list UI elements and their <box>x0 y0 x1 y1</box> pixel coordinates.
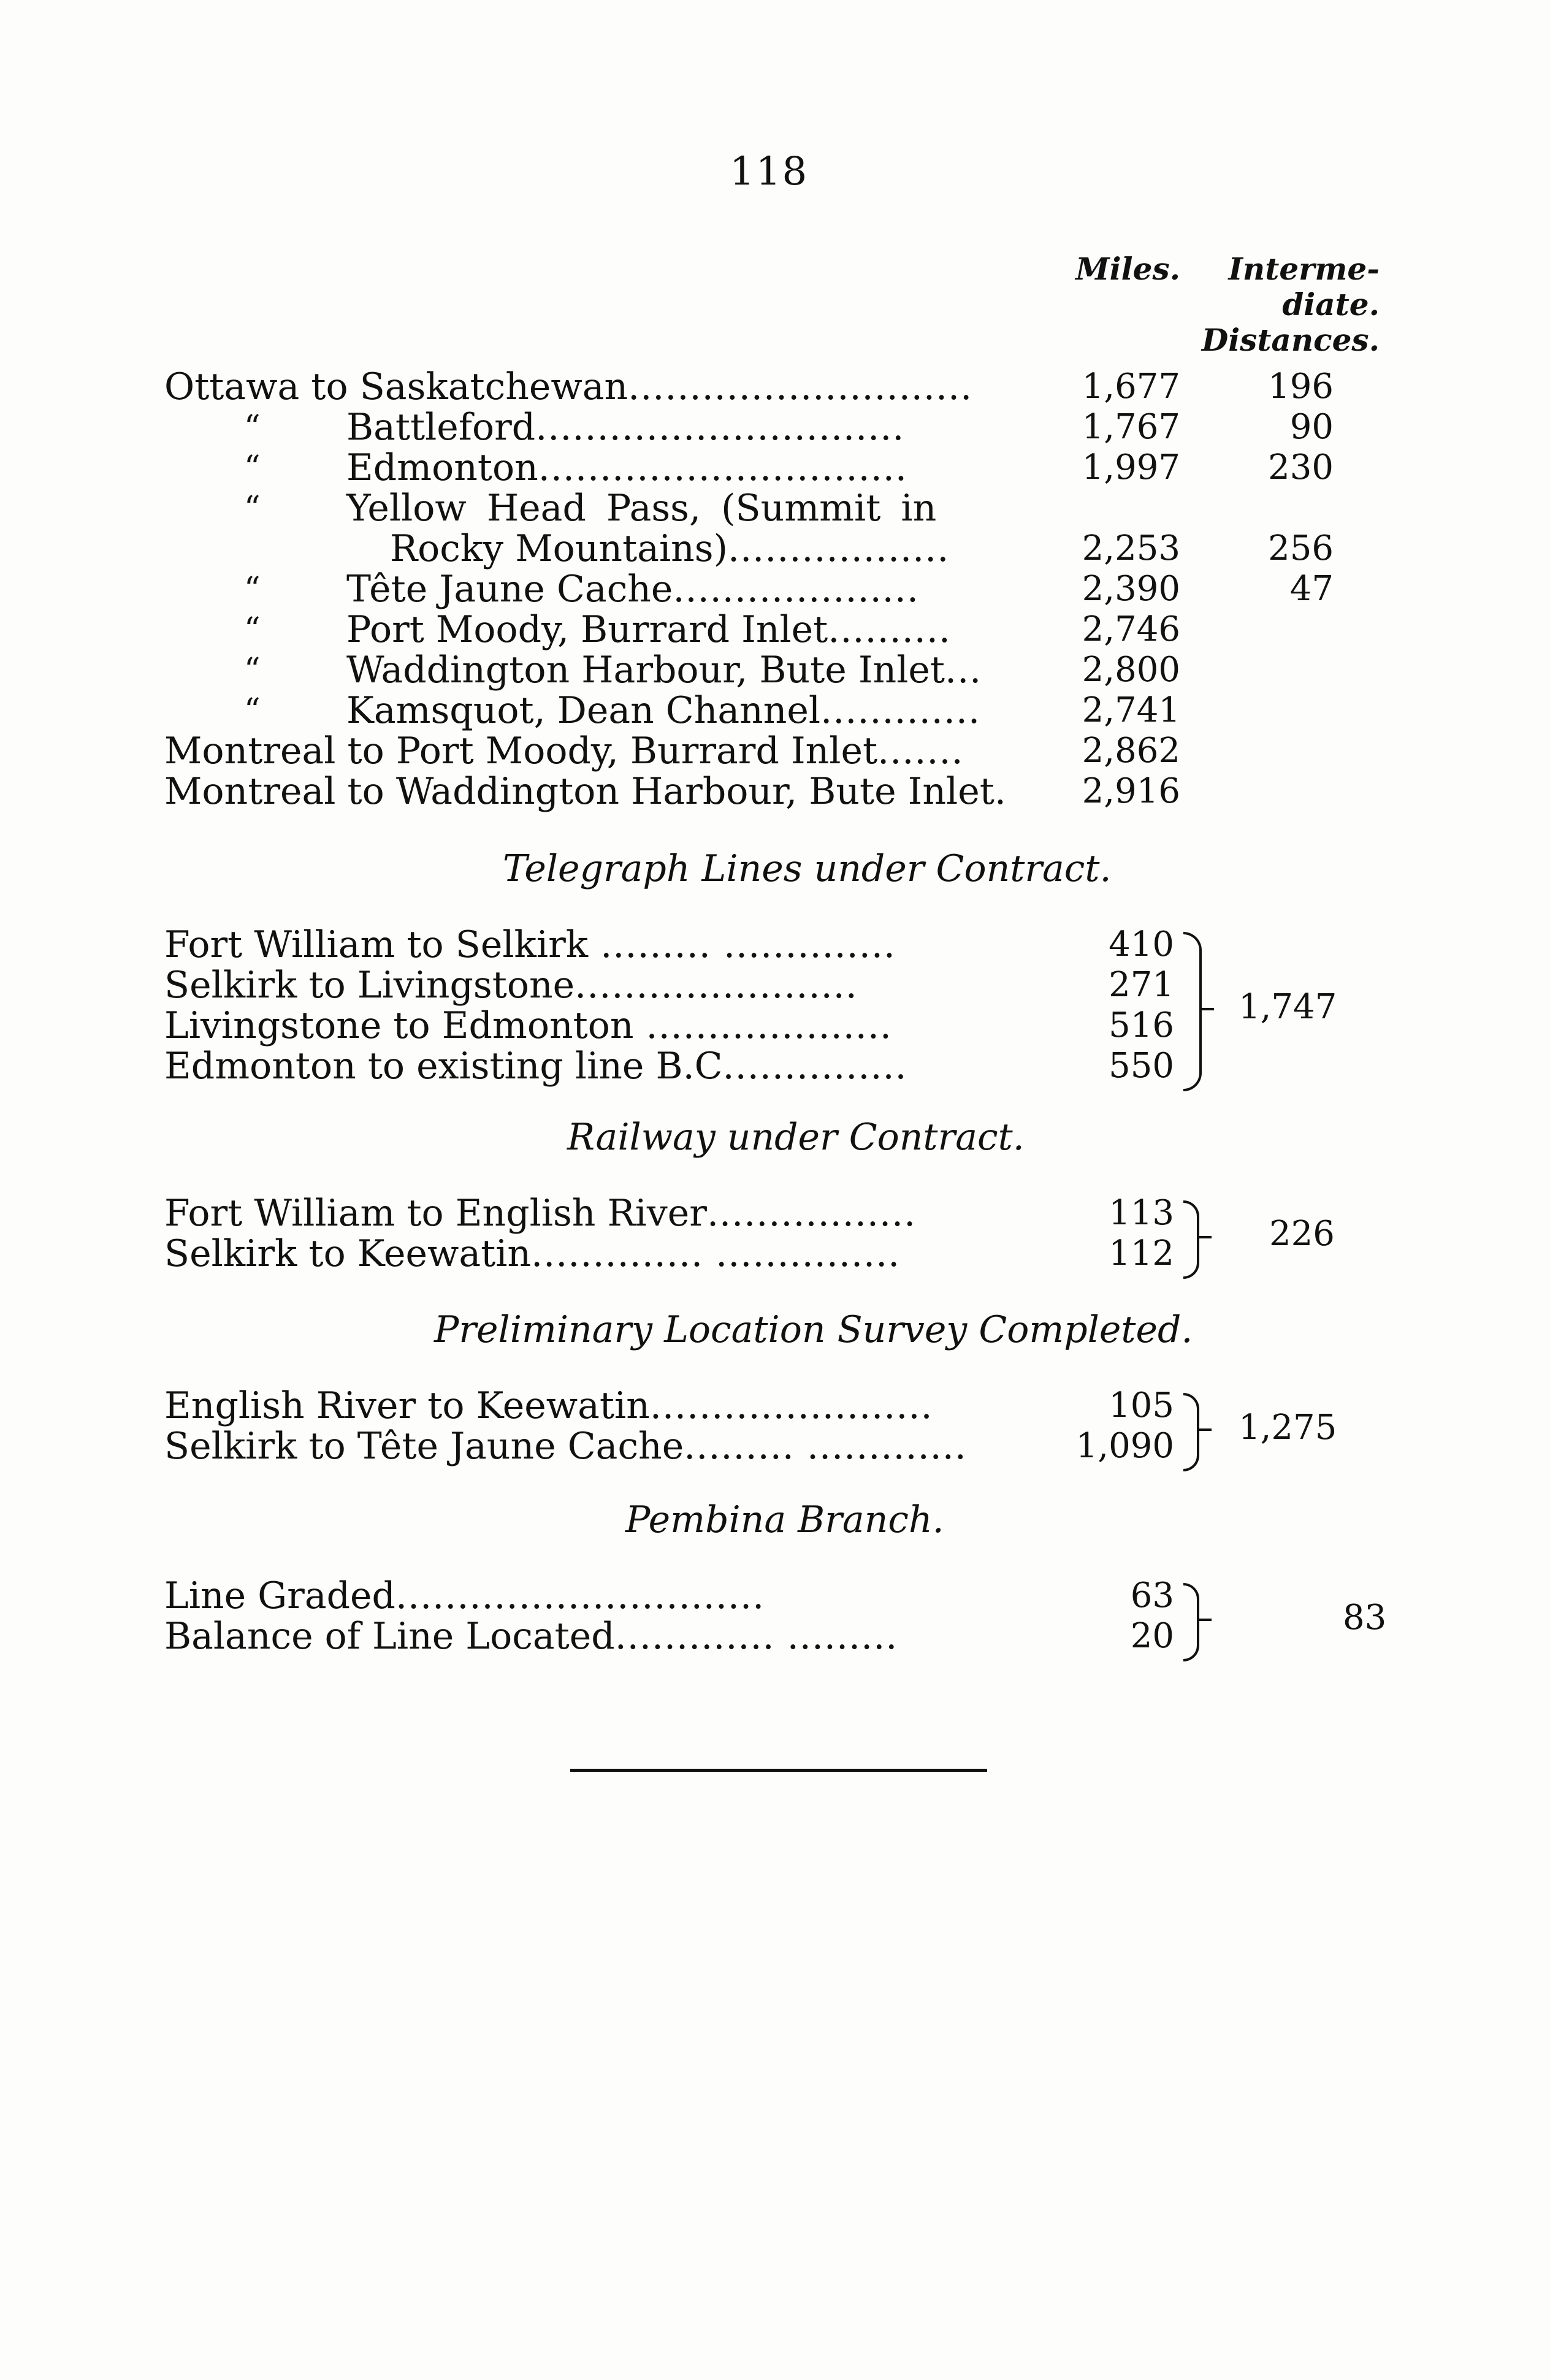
leader-dots: .......... <box>828 608 952 651</box>
leader-dots: .............................. <box>535 406 905 449</box>
telegraph-label: Livingstone to Edmonton <box>164 1004 634 1047</box>
route-miles: 1,767 <box>1082 407 1180 447</box>
leader-dots: ............. ......... <box>614 1615 898 1658</box>
route-row <box>0 650 1550 690</box>
route-label: Yellow Head Pass, (Summit in <box>346 487 937 530</box>
route-intermediate: 230 <box>1268 448 1334 487</box>
preliminary-miles: 105 <box>1109 1386 1174 1425</box>
telegraph-label: Fort William to Selkirk <box>164 923 589 966</box>
telegraph-brace <box>1183 932 1202 1091</box>
route-miles: 2,741 <box>1082 690 1180 730</box>
railway-label: Fort William to English River <box>164 1192 707 1235</box>
route-label: Tête Jaune Cache <box>346 568 673 611</box>
route-miles: 2,862 <box>1082 731 1180 771</box>
pembina-brace-tip <box>1198 1619 1212 1621</box>
pembina-row <box>0 1616 1550 1657</box>
route-miles: 1,997 <box>1082 448 1180 487</box>
ditto-mark: “ <box>244 692 261 729</box>
route-row <box>0 771 1550 812</box>
leader-dots: ......... .............. <box>588 923 896 966</box>
telegraph-miles: 271 <box>1109 965 1174 1005</box>
ditto-mark: “ <box>244 490 261 527</box>
route-label: Port Moody, Burrard Inlet <box>346 608 828 651</box>
ditto-mark: “ <box>244 449 261 486</box>
closing-rule <box>570 1769 987 1772</box>
telegraph-brace-tip <box>1201 1008 1214 1010</box>
ditto-mark: “ <box>244 611 261 648</box>
preliminary-brace <box>1183 1393 1199 1471</box>
route-intermediate: 196 <box>1268 367 1334 406</box>
preliminary-total: 1,275 <box>1239 1408 1337 1447</box>
telegraph-miles: 410 <box>1109 925 1174 964</box>
leader-dots: ............................ <box>628 365 973 408</box>
telegraph-total: 1,747 <box>1239 987 1337 1027</box>
preliminary-brace-tip <box>1198 1428 1212 1431</box>
pembina-label: Balance of Line Located <box>164 1615 615 1658</box>
railway-miles: 113 <box>1109 1193 1174 1233</box>
route-miles: 2,253 <box>1082 528 1180 568</box>
leader-dots: ....................... <box>649 1384 933 1427</box>
route-row <box>0 448 1550 488</box>
route-label: Waddington Harbour, Bute Inlet <box>346 649 945 692</box>
route-miles: 2,916 <box>1082 771 1180 811</box>
route-row <box>0 407 1550 448</box>
leader-dots: ......... ............. <box>684 1425 967 1468</box>
miles-column-header <box>1036 251 1180 287</box>
miles-header-text: Miles. <box>1075 251 1180 287</box>
route-prefix: Ottawa to <box>164 365 348 408</box>
railway-brace <box>1183 1200 1199 1279</box>
railway-section-heading: Railway under Contract. <box>567 1116 1025 1159</box>
leader-dots: ....................... <box>575 964 858 1007</box>
pembina-brace <box>1183 1583 1199 1661</box>
leader-dots: ............... <box>722 1045 907 1088</box>
leader-dots: ................. <box>706 1192 917 1235</box>
pembina-miles: 63 <box>1130 1576 1174 1615</box>
route-row <box>0 569 1550 609</box>
route-intermediate: 256 <box>1268 528 1334 568</box>
leader-dots: .............................. <box>395 1574 765 1617</box>
leader-dots: .............. ............... <box>531 1232 901 1275</box>
leader-dots: ... <box>945 649 982 692</box>
telegraph-label: Selkirk to Livingstone <box>164 964 575 1007</box>
preliminary-label: English River to Keewatin <box>164 1384 650 1427</box>
route-label: Montreal to Waddington Harbour, Bute Inlet. <box>164 770 1006 813</box>
route-label: Montreal to Port Moody, Burrard Inlet <box>164 730 878 772</box>
pembina-miles: 20 <box>1130 1616 1174 1656</box>
leader-dots: ............. <box>820 689 981 732</box>
page-number: 118 <box>730 149 809 194</box>
route-row <box>0 731 1550 771</box>
ditto-mark: “ <box>244 409 261 446</box>
inter-header-line-2: diate. <box>1282 286 1380 322</box>
route-intermediate: 47 <box>1289 569 1334 609</box>
route-label: Edmonton <box>346 446 538 489</box>
preliminary-section-heading: Preliminary Location Survey Completed. <box>434 1308 1193 1351</box>
telegraph-row <box>0 925 1550 965</box>
pembina-section-heading: Pembina Branch. <box>625 1498 944 1541</box>
leader-dots: .............................. <box>538 446 907 489</box>
leader-dots: .................. <box>728 527 950 570</box>
inter-header-line-3: Distances. <box>1201 322 1380 358</box>
leader-dots: .................... <box>673 568 919 611</box>
telegraph-miles: 516 <box>1109 1005 1174 1045</box>
ditto-mark: “ <box>244 652 261 688</box>
route-label: Rocky Mountains) <box>390 527 728 570</box>
inter-header-line-1: Interme- <box>1228 251 1380 287</box>
telegraph-label: Edmonton to existing line B.C <box>164 1045 723 1088</box>
preliminary-label: Selkirk to Tête Jaune Cache <box>164 1425 684 1468</box>
railway-miles: 112 <box>1109 1234 1174 1273</box>
route-row <box>0 528 1550 569</box>
pembina-row <box>0 1576 1550 1616</box>
leader-dots: ....... <box>877 730 964 772</box>
route-miles: 2,746 <box>1082 609 1180 649</box>
route-label: Battleford <box>346 406 536 449</box>
route-label: Kamsquot, Dean Channel <box>346 689 821 732</box>
route-row <box>0 609 1550 650</box>
ditto-mark: “ <box>244 571 261 608</box>
telegraph-miles: 550 <box>1109 1046 1174 1086</box>
route-row <box>0 690 1550 731</box>
railway-label: Selkirk to Keewatin <box>164 1232 532 1275</box>
route-intermediate: 90 <box>1289 407 1334 447</box>
leader-dots: .................... <box>633 1004 892 1047</box>
pembina-label: Line Graded <box>164 1574 395 1617</box>
route-miles: 2,390 <box>1082 569 1180 609</box>
route-label: Saskatchewan <box>359 365 628 408</box>
route-row <box>0 367 1550 407</box>
telegraph-row <box>0 1046 1550 1086</box>
route-miles: 1,677 <box>1082 367 1180 406</box>
railway-brace-tip <box>1198 1236 1212 1238</box>
route-miles: 2,800 <box>1082 650 1180 690</box>
intermediate-distances-column-header <box>1189 251 1380 358</box>
route-row <box>0 488 1550 528</box>
railway-total: 226 <box>1269 1214 1335 1254</box>
pembina-total: 83 <box>1343 1598 1387 1638</box>
telegraph-section-heading: Telegraph Lines under Contract. <box>503 847 1112 890</box>
preliminary-miles: 1,090 <box>1075 1426 1174 1466</box>
